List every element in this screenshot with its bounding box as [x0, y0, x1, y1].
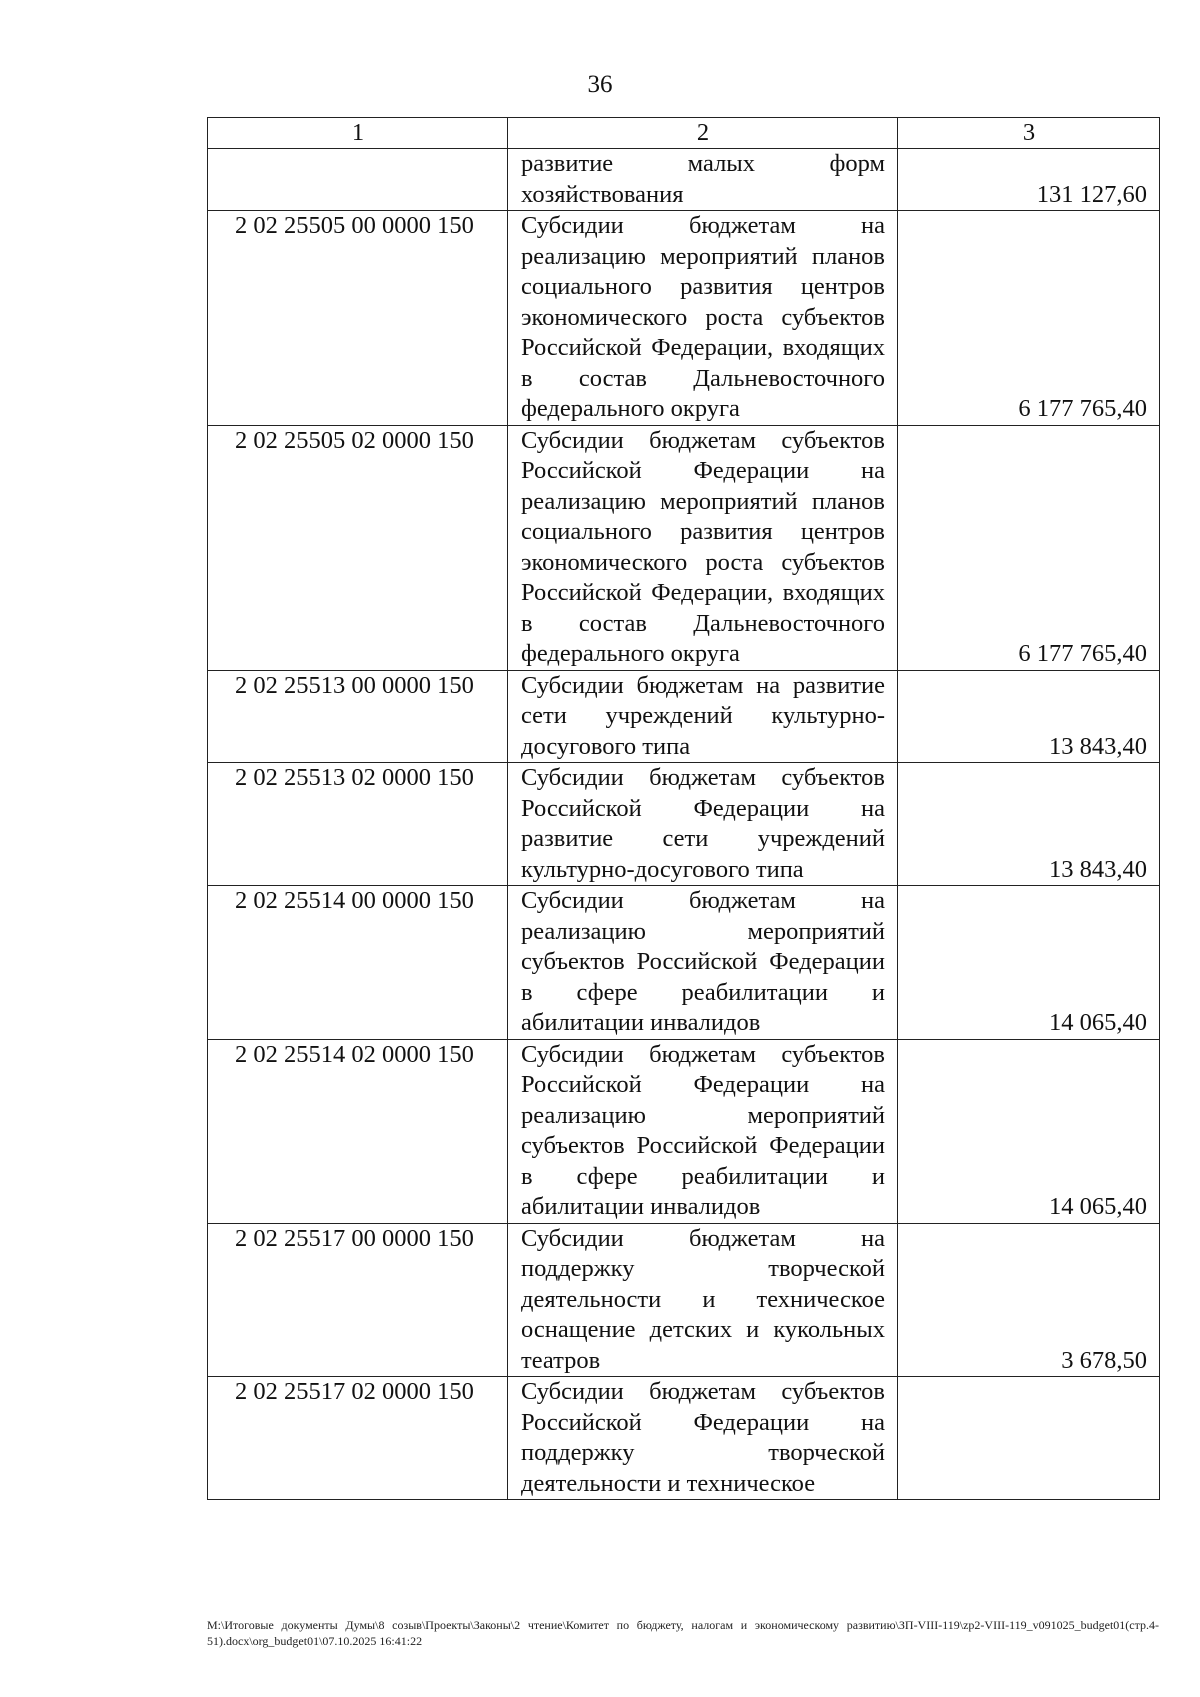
table-row: [208, 1223, 1160, 1377]
table-header-row: [208, 118, 1160, 149]
row-amount: 131 127,60: [898, 149, 1160, 211]
row-code: 2 02 25517 00 0000 150: [208, 1223, 508, 1377]
row-amount: [898, 1377, 1160, 1500]
row-code: 2 02 25505 00 0000 150: [208, 211, 508, 426]
row-amount: 6 177 765,40: [898, 425, 1160, 670]
page-number: 36: [587, 71, 613, 98]
budget-table: [207, 117, 1160, 1500]
row-name: Субсидии бюджетам на реализацию мероприятий субъектов Российской Федерации в сфере реабилитации и абилитации инвалидов: [508, 886, 898, 1040]
column-header-code: 1: [208, 118, 508, 149]
table-row: [208, 1377, 1160, 1500]
row-name: Субсидии бюджетам на развитие сети учреждений культурно-досугового типа: [508, 670, 898, 763]
row-code: 2 02 25514 02 0000 150: [208, 1039, 508, 1223]
row-name: Субсидии бюджетам субъектов Российской Федерации на реализацию мероприятий субъектов Российской Федерации в сфере реабилитации и абилитации инвалидов: [508, 1039, 898, 1223]
row-code: [208, 149, 508, 211]
row-name: Субсидии бюджетам на поддержку творческой деятельности и техническое оснащение детских и кукольных театров: [508, 1223, 898, 1377]
row-amount: 3 678,50: [898, 1223, 1160, 1377]
row-code: 2 02 25513 00 0000 150: [208, 670, 508, 763]
row-amount: 6 177 765,40: [898, 211, 1160, 426]
row-amount: 14 065,40: [898, 1039, 1160, 1223]
row-name: Субсидии бюджетам субъектов Российской Федерации на поддержку творческой деятельности и техническое: [508, 1377, 898, 1500]
row-code: 2 02 25505 02 0000 150: [208, 425, 508, 670]
column-header-amount: 3: [898, 118, 1160, 149]
file-path-footer: M:\Итоговые документы Думы\8 созыв\Проекты\Законы\2 чтение\Комитет по бюджету, налогам и экономическому развитию\ЗП-VIII-119\zp2-VIII-119_v091025_budget01(стр.4-51).docx\org_budget01\07.10.2025 16:41:22: [207, 1618, 1159, 1648]
table-row: [208, 211, 1160, 426]
row-amount: 13 843,40: [898, 670, 1160, 763]
row-amount: 14 065,40: [898, 886, 1160, 1040]
row-code: 2 02 25517 02 0000 150: [208, 1377, 508, 1500]
table-row: [208, 425, 1160, 670]
row-code: 2 02 25514 00 0000 150: [208, 886, 508, 1040]
row-amount: 13 843,40: [898, 763, 1160, 886]
row-code: 2 02 25513 02 0000 150: [208, 763, 508, 886]
row-name: Субсидии бюджетам субъектов Российской Федерации на развитие сети учреждений культурно-досугового типа: [508, 763, 898, 886]
table-row: [208, 670, 1160, 763]
column-header-name: 2: [508, 118, 898, 149]
table-row: [208, 763, 1160, 886]
table-row: [208, 1039, 1160, 1223]
table-row: [208, 149, 1160, 211]
table-row: [208, 886, 1160, 1040]
row-name: развитие малых форм хозяйствования: [508, 149, 898, 211]
row-name: Субсидии бюджетам субъектов Российской Федерации на реализацию мероприятий планов социального развития центров экономического роста субъектов Российской Федерации, входящих в состав Дальневосточного федерального округа: [508, 425, 898, 670]
row-name: Субсидии бюджетам на реализацию мероприятий планов социального развития центров экономического роста субъектов Российской Федерации, входящих в состав Дальневосточного федерального округа: [508, 211, 898, 426]
